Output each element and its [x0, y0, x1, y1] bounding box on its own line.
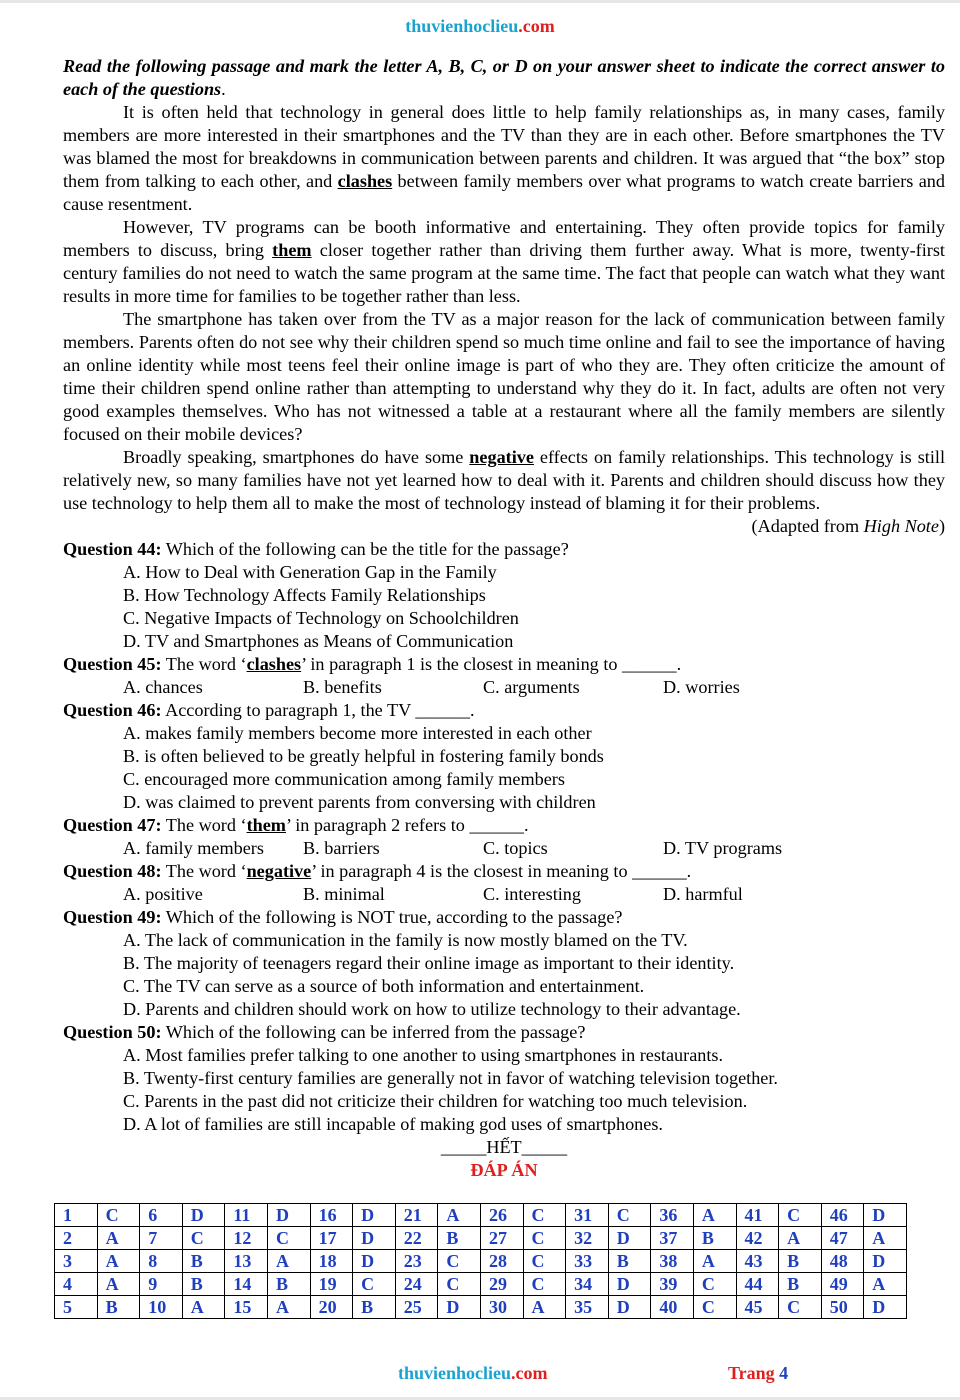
option[interactable]: D. A lot of families are still incapable of making god uses of smartphones. — [123, 1114, 663, 1134]
answer-letter: B — [693, 1227, 736, 1250]
document-body — [63, 55, 945, 1182]
page-number: Trang 4 — [728, 1363, 789, 1383]
option[interactable]: D. was claimed to prevent parents from conversing with children — [123, 792, 596, 812]
answer-number: 36 — [651, 1204, 694, 1227]
answer-letter: B — [182, 1250, 225, 1273]
end-mark: _____HẾT_____ — [440, 1137, 568, 1157]
answer-number: 10 — [140, 1296, 183, 1319]
answer-letter: B — [267, 1273, 310, 1296]
option[interactable]: A. The lack of communication in the family is now mostly blamed on the TV. — [123, 930, 688, 950]
source-citation: (Adapted from High Note) — [751, 516, 945, 536]
answer-number: 22 — [395, 1227, 438, 1250]
answer-letter: C — [523, 1204, 566, 1227]
answer-key-table — [54, 1203, 907, 1319]
answer-number: 5 — [55, 1296, 98, 1319]
passage-paragraph-2: However, TV programs can be booth informative and entertaining. They often provide topics for family members to discuss, bring them closer together rather than driving them further away. What is more, twenty-first century families do not need to watch the same program at the same time. The fact that people can watch what they want results in more time for families to be together rather than less. — [63, 217, 945, 306]
answer-number: 40 — [651, 1296, 694, 1319]
site-logo-text[interactable]: thuvienhoclieu.com — [405, 16, 555, 36]
answer-letter: D — [864, 1204, 907, 1227]
underlined-word-negative: negative — [469, 447, 534, 467]
answer-row — [55, 1250, 907, 1273]
options-row — [63, 676, 945, 699]
answer-letter: C — [523, 1273, 566, 1296]
option[interactable]: B. Twenty-first century families are generally not in favor of watching television together. — [123, 1068, 778, 1088]
answer-letter: B — [97, 1296, 140, 1319]
answer-letter: B — [182, 1273, 225, 1296]
option[interactable]: D. Parents and children should work on how to utilize technology to their advantage. — [123, 999, 741, 1019]
answer-letter: D — [353, 1227, 396, 1250]
answer-letter: C — [438, 1273, 481, 1296]
answer-number: 9 — [140, 1273, 183, 1296]
answer-letter: B — [353, 1296, 396, 1319]
answer-letter: A — [182, 1296, 225, 1319]
answer-number: 26 — [480, 1204, 523, 1227]
answer-number: 15 — [225, 1296, 268, 1319]
question-48: Question 48: The word ‘negative’ in paragraph 4 is the closest in meaning to ______. — [63, 861, 692, 881]
answer-letter: D — [353, 1204, 396, 1227]
answer-letter: D — [438, 1296, 481, 1319]
option[interactable]: A. positive — [123, 884, 203, 904]
answer-number: 16 — [310, 1204, 353, 1227]
answer-letter: C — [523, 1250, 566, 1273]
underlined-word-clashes: clashes — [337, 171, 393, 191]
footer-site-text[interactable]: thuvienhoclieu.com — [398, 1363, 548, 1383]
answer-letter: D — [267, 1204, 310, 1227]
answer-number: 4 — [55, 1273, 98, 1296]
answer-number: 33 — [566, 1250, 609, 1273]
answer-number: 20 — [310, 1296, 353, 1319]
answer-number: 47 — [821, 1227, 864, 1250]
answer-number: 42 — [736, 1227, 779, 1250]
answer-letter: C — [353, 1273, 396, 1296]
answer-number: 39 — [651, 1273, 694, 1296]
option[interactable]: A. Most families prefer talking to one another to using smartphones in restaurants. — [123, 1045, 724, 1065]
options-row — [63, 837, 945, 860]
question-44: Question 44: Which of the following can be the title for the passage? — [63, 539, 569, 559]
answer-letter: A — [864, 1227, 907, 1250]
answer-number: 6 — [140, 1204, 183, 1227]
answer-letter: C — [267, 1227, 310, 1250]
option[interactable]: B. benefits — [303, 677, 382, 697]
answer-number: 2 — [55, 1227, 98, 1250]
answer-number: 35 — [566, 1296, 609, 1319]
answer-letter: A — [779, 1227, 822, 1250]
answer-number: 11 — [225, 1204, 268, 1227]
answer-letter: C — [182, 1227, 225, 1250]
option[interactable]: B. minimal — [303, 884, 385, 904]
answer-letter: A — [97, 1250, 140, 1273]
answer-letter: A — [864, 1273, 907, 1296]
answer-number: 18 — [310, 1250, 353, 1273]
answer-letter: D — [608, 1296, 651, 1319]
option[interactable]: D. worries — [663, 677, 740, 697]
answer-number: 17 — [310, 1227, 353, 1250]
answer-letter: A — [693, 1250, 736, 1273]
question-46: Question 46: According to paragraph 1, the TV ______. — [63, 700, 475, 720]
answer-row — [55, 1204, 907, 1227]
answer-letter: C — [779, 1204, 822, 1227]
answer-letter: D — [353, 1250, 396, 1273]
answer-number: 24 — [395, 1273, 438, 1296]
option[interactable]: A. makes family members become more interested in each other — [123, 723, 592, 743]
option[interactable]: C. Negative Impacts of Technology on Schoolchildren — [123, 608, 519, 628]
answer-number: 21 — [395, 1204, 438, 1227]
answer-letter: D — [608, 1273, 651, 1296]
answer-number: 44 — [736, 1273, 779, 1296]
question-49: Question 49: Which of the following is NOT true, according to the passage? — [63, 907, 623, 927]
answer-letter: A — [438, 1204, 481, 1227]
answer-letter: A — [693, 1204, 736, 1227]
answer-letter: B — [438, 1227, 481, 1250]
answer-letter: C — [97, 1204, 140, 1227]
answer-number: 3 — [55, 1250, 98, 1273]
option[interactable]: C. encouraged more communication among family members — [123, 769, 565, 789]
answer-number: 48 — [821, 1250, 864, 1273]
options-row — [63, 883, 945, 906]
answer-number: 38 — [651, 1250, 694, 1273]
option[interactable]: C. The TV can serve as a source of both information and entertainment. — [123, 976, 645, 996]
answer-row — [55, 1296, 907, 1319]
answer-letter: A — [97, 1273, 140, 1296]
option[interactable]: B. barriers — [303, 838, 380, 858]
answer-letter: D — [864, 1250, 907, 1273]
top-border — [0, 0, 960, 3]
answer-letter: B — [779, 1273, 822, 1296]
option[interactable]: C. arguments — [483, 677, 580, 697]
question-47: Question 47: The word ‘them’ in paragraph 2 refers to ______. — [63, 815, 529, 835]
option[interactable]: D. TV programs — [663, 838, 783, 858]
instruction: Read the following passage and mark the letter A, B, C, or D on your answer sheet to indicate the correct answer to each of the questions. — [63, 56, 945, 99]
answer-number: 28 — [480, 1250, 523, 1273]
question-45: Question 45: The word ‘clashes’ in paragraph 1 is the closest in meaning to ______. — [63, 654, 682, 674]
passage-paragraph-3: The smartphone has taken over from the TV as a major reason for the lack of communication between family members. Parents often do not see why their children spend so much time online and fail to see the importance of having an online identity while most teens feel their online image is part of who they are. They often criticize the amount of time their children spend online rather than attempting to understand why they do it. In fact, adults are often not very good examples themselves. Who has not witnessed a table at a restaurant where all the family members are silently focused on their mobile devices? — [63, 309, 945, 444]
answer-number: 50 — [821, 1296, 864, 1319]
answer-row — [55, 1227, 907, 1250]
option[interactable]: D. TV and Smartphones as Means of Communication — [123, 631, 514, 651]
answer-number: 43 — [736, 1250, 779, 1273]
page-header — [0, 16, 960, 37]
option[interactable]: D. harmful — [663, 884, 743, 904]
passage-paragraph-1: It is often held that technology in general does little to help family relationships as, in many cases, family members are more interested in their smartphones and the TV than they are in each other. Before smartphones the TV was blamed the most for breakdowns in communication between parents and children. It was argued that “the box” stop them from talking to each other, and clashes between family members over what programs to watch create barriers and cause resentment. — [63, 102, 945, 214]
answer-number: 32 — [566, 1227, 609, 1250]
answer-number: 12 — [225, 1227, 268, 1250]
underlined-word-them: them — [272, 240, 312, 260]
answer-letter: A — [97, 1227, 140, 1250]
option[interactable]: C. Parents in the past did not criticize their children for watching too much television. — [123, 1091, 748, 1111]
answer-number: 30 — [480, 1296, 523, 1319]
answer-letter: C — [693, 1273, 736, 1296]
answer-number: 19 — [310, 1273, 353, 1296]
answer-letter: D — [182, 1204, 225, 1227]
answer-number: 8 — [140, 1250, 183, 1273]
option[interactable]: A. How to Deal with Generation Gap in the Family — [123, 562, 497, 582]
answer-number: 31 — [566, 1204, 609, 1227]
answer-letter: A — [523, 1296, 566, 1319]
answer-number: 49 — [821, 1273, 864, 1296]
answer-letter: C — [523, 1227, 566, 1250]
answer-number: 37 — [651, 1227, 694, 1250]
answer-number: 34 — [566, 1273, 609, 1296]
answer-number: 23 — [395, 1250, 438, 1273]
option[interactable]: B. is often believed to be greatly helpful in fostering family bonds — [123, 746, 604, 766]
answer-letter: C — [779, 1296, 822, 1319]
answer-number: 41 — [736, 1204, 779, 1227]
answer-number: 29 — [480, 1273, 523, 1296]
answer-letter: C — [438, 1250, 481, 1273]
answer-letter: D — [864, 1296, 907, 1319]
answer-letter: C — [608, 1204, 651, 1227]
answer-letter: A — [267, 1296, 310, 1319]
answer-number: 46 — [821, 1204, 864, 1227]
answer-number: 27 — [480, 1227, 523, 1250]
option[interactable]: B. The majority of teenagers regard their online image as important to their identity. — [123, 953, 735, 973]
question-50: Question 50: Which of the following can be inferred from the passage? — [63, 1022, 586, 1042]
option[interactable]: C. interesting — [483, 884, 581, 904]
answer-number: 45 — [736, 1296, 779, 1319]
answer-number: 14 — [225, 1273, 268, 1296]
option[interactable]: B. How Technology Affects Family Relationships — [123, 585, 486, 605]
answer-key-title: ĐÁP ÁN — [470, 1160, 538, 1180]
answer-letter: D — [608, 1227, 651, 1250]
passage-paragraph-4: Broadly speaking, smartphones do have some negative effects on family relationships. This technology is still relatively new, so many families have not yet learned how to deal with it. Parents and children should discuss how they use technology to help them all to make the most of technology instead of blaming it for their problems. — [63, 447, 945, 513]
option[interactable]: A. chances — [123, 677, 203, 697]
answer-number: 13 — [225, 1250, 268, 1273]
answer-letter: B — [608, 1250, 651, 1273]
answer-letter: B — [779, 1250, 822, 1273]
answer-row — [55, 1273, 907, 1296]
answer-number: 1 — [55, 1204, 98, 1227]
answer-number: 7 — [140, 1227, 183, 1250]
answer-number: 25 — [395, 1296, 438, 1319]
answer-letter: C — [693, 1296, 736, 1319]
option[interactable]: C. topics — [483, 838, 548, 858]
option[interactable]: A. family members — [123, 838, 264, 858]
answer-letter: A — [267, 1250, 310, 1273]
